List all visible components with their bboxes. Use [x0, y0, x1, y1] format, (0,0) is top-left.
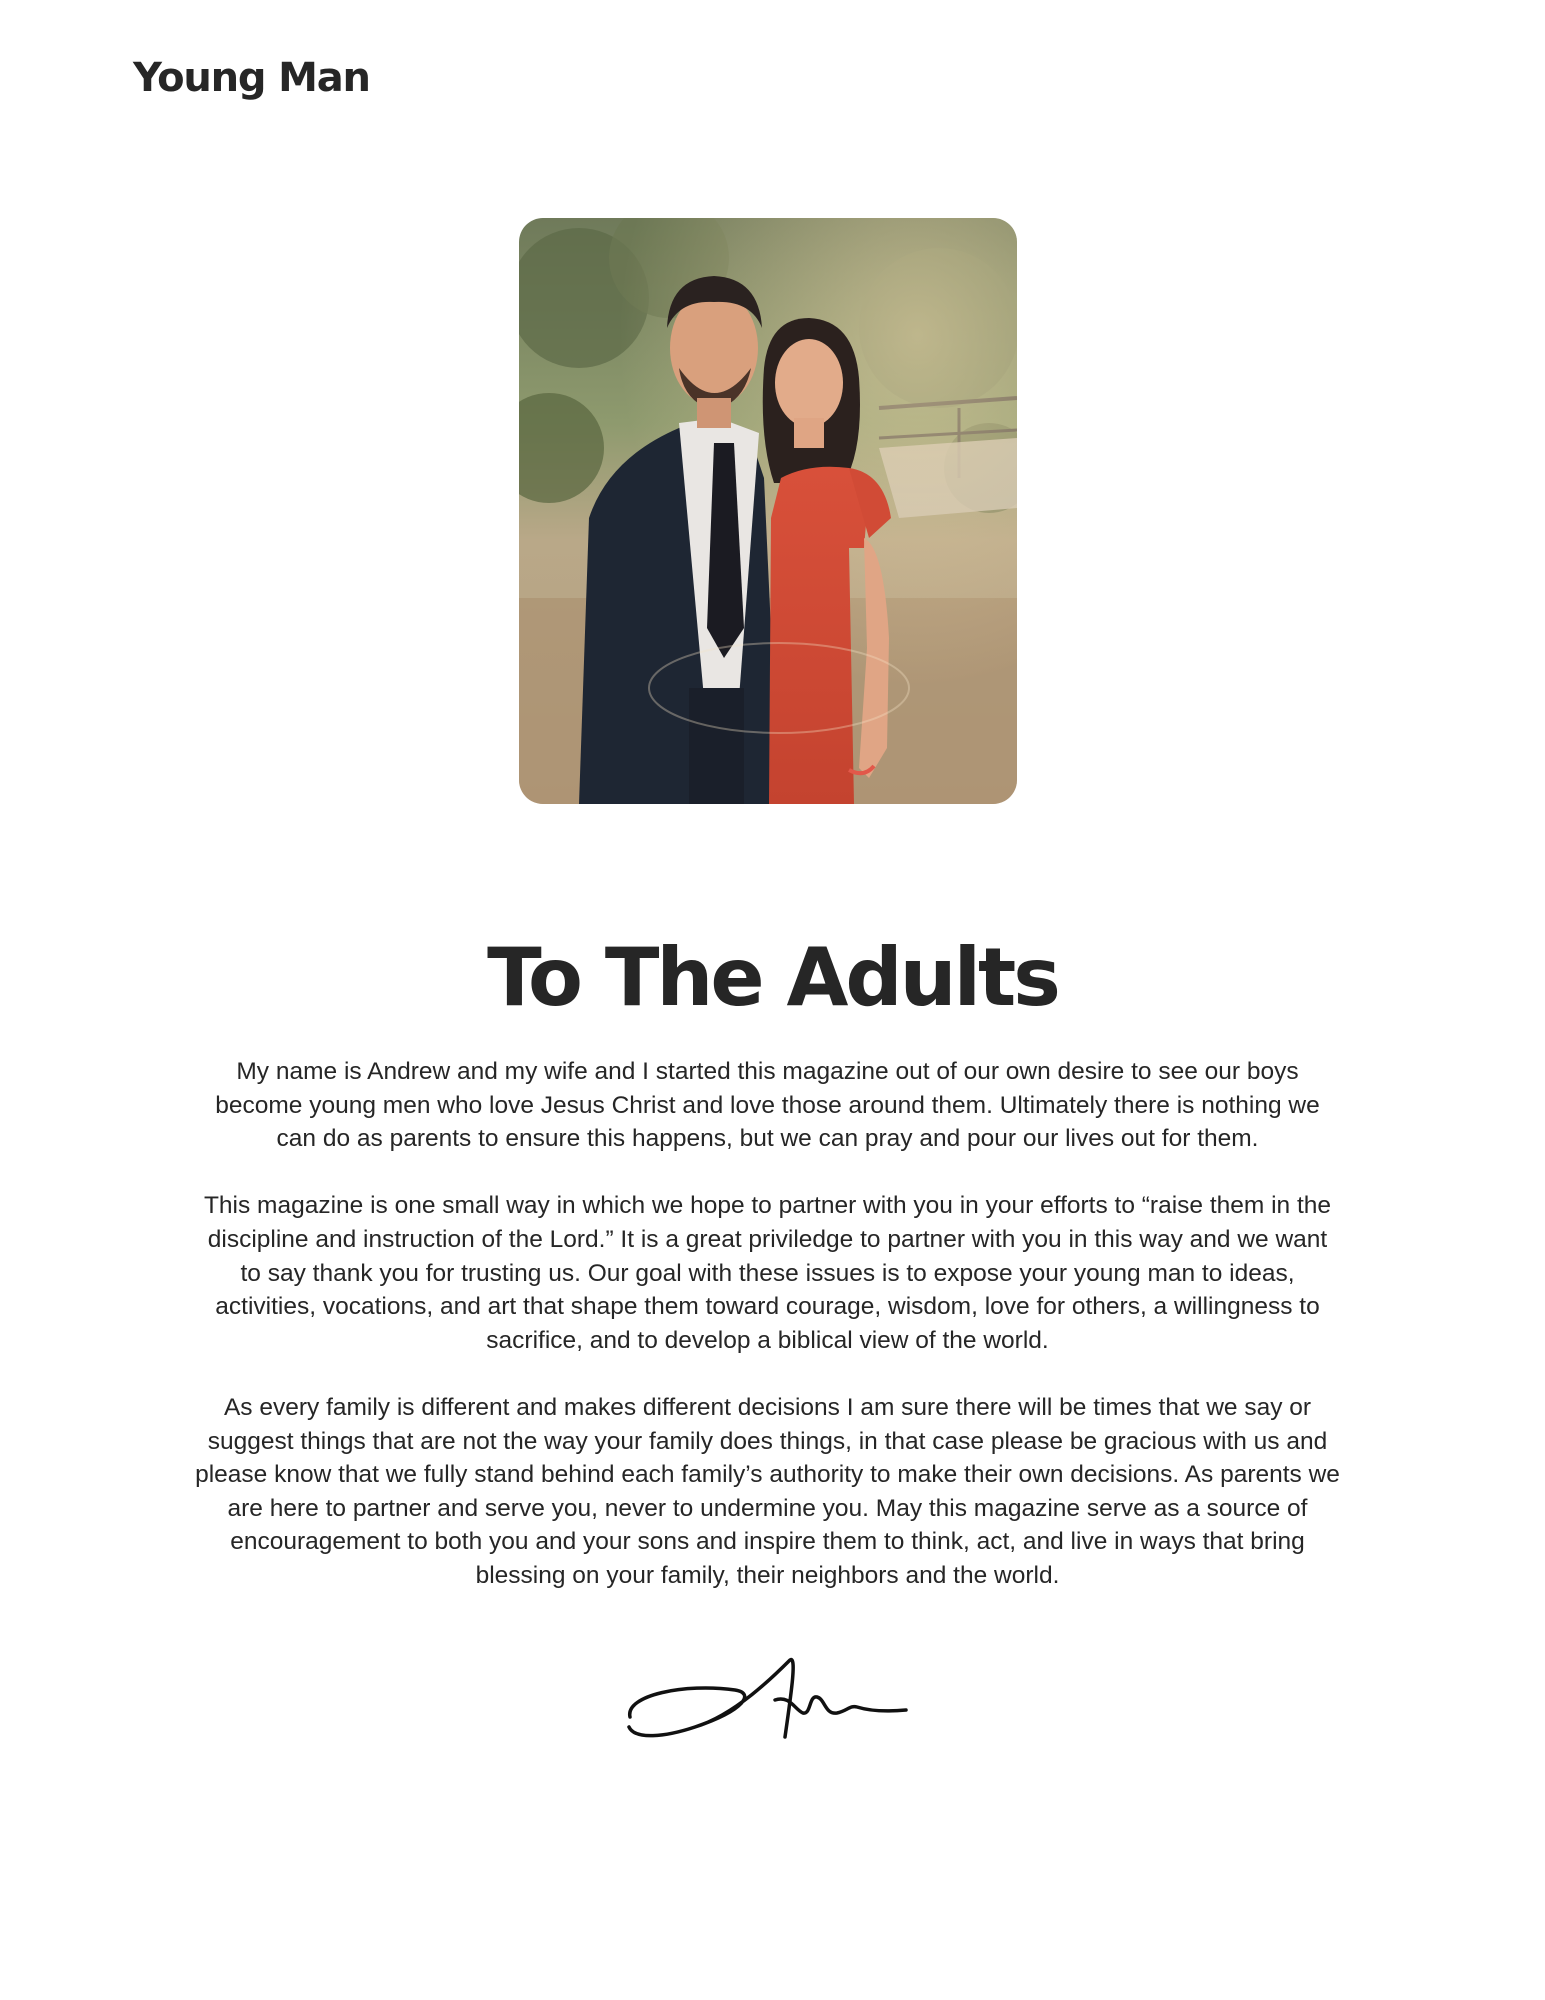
masthead-title: Young Man	[133, 55, 370, 101]
handwritten-signature	[625, 1655, 910, 1740]
letter-paragraph-3: As every family is different and makes different decisions I am sure there will be times that we say or suggest things that are not the way your family does things, in that case please be gracious with us and please know that we fully stand behind each family’s authority to make their own decisions. As parents we are here to partner and serve you, never to undermine you. May this magazine serve as a source of encouragement to both you and your sons and inspire them to think, act, and live in ways that bring blessing on your family, their neighbors and the world.	[195, 1393, 1340, 1589]
couple-portrait-photo	[519, 218, 1017, 804]
letter-paragraph-2: This magazine is one small way in which we hope to partner with you in your efforts to “raise them in the discipline and instruction of the Lord.” It is a great priviledge to partner with you in this way and we want to say thank you for trusting us. Our goal with these issues is to expose your young man to ideas, activities, vocations, and art that shape them toward courage, wisdom, love for others, a willingness to sacrifice, and to develop a biblical view of the world.	[203, 1192, 1332, 1354]
letter-paragraph-1: My name is Andrew and my wife and I started this magazine out of our own desire to see our boys become young men who love Jesus Christ and love those around them. Ultimately there is nothing we can do as parents to ensure this happens, but we can pray and pour our lives out for them.	[215, 1058, 1320, 1153]
letter-title: To The Adults	[487, 931, 1058, 1024]
couple-photo	[519, 218, 1017, 804]
letter-body	[195, 1055, 1340, 1626]
